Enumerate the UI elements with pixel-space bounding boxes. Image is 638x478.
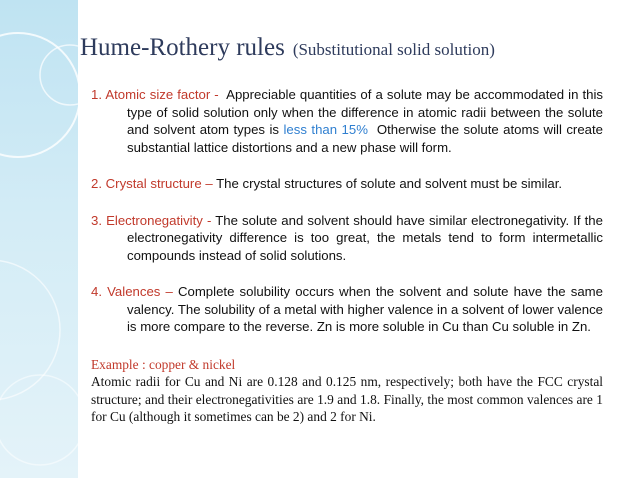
rules-content <box>91 86 603 426</box>
rule-electronegativity <box>91 212 603 265</box>
title-main: Hume-Rothery rules <box>80 34 285 61</box>
rule-label: 2. Crystal structure – <box>91 176 213 191</box>
decorative-side-strip <box>0 0 78 478</box>
rule-highlight: less than 15% <box>283 122 368 137</box>
example-block <box>91 356 603 426</box>
rule-crystal-structure <box>91 175 603 193</box>
rule-text: Appreciable quantities of a solute may be accommodated in this type of solid solution only when the difference in atomic radii between the solute and solvent atom types is <box>127 87 603 137</box>
rule-text: Complete solubility occurs when the solvent and solute have the same valency. The solubility of a metal with higher valence in a solvent of lower valence is more compare to the reverse. Zn is more soluble in Cu than Cu soluble in Zn. <box>127 284 603 334</box>
title-subtitle: (Substitutional solid solution) <box>292 40 495 59</box>
rule-label: 1. Atomic size factor - <box>91 87 219 102</box>
rule-text: The crystal structures of solute and solvent must be similar. <box>216 176 563 191</box>
example-title: Example : copper & nickel <box>91 356 236 372</box>
rule-label: 3. Electronegativity - <box>91 212 212 228</box>
page-title <box>80 26 495 63</box>
rule-text-after: Otherwise the solute atoms will create substantial lattice distortions and a new phase will form. <box>127 122 603 155</box>
rule-label: 4. Valences – <box>91 284 173 299</box>
decorative-circles <box>0 0 78 478</box>
rule-atomic-size <box>91 86 603 156</box>
rule-valences <box>91 283 603 336</box>
example-text: Atomic radii for Cu and Ni are 0.128 and 0.125 nm, respectively; both have the FCC crystal structure; and their electronegativities are 1.9 and 1.8. Finally, the most common valences are 1 for Cu (although it sometimes can be 2) and 2 for Ni. <box>91 374 603 424</box>
rule-text: The solute and solvent should have similar electronegativity. If the electronegativity difference is too great, the metals tend to form intermetallic compounds instead of solid solutions. <box>127 212 603 263</box>
